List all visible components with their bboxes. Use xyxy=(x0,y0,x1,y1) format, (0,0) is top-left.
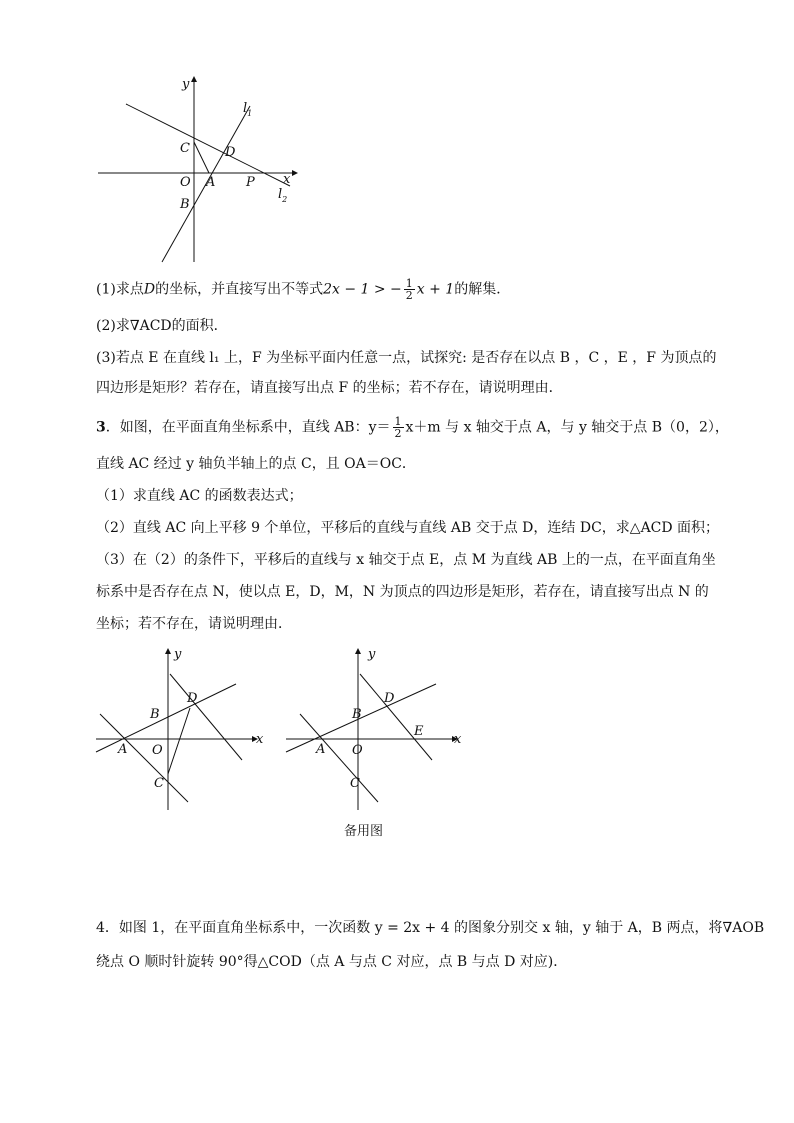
figure-2-diagram xyxy=(94,644,274,814)
line-l2 xyxy=(126,104,290,186)
q3-fraction-denominator: 2 xyxy=(394,427,402,440)
q2-fraction-numerator: 1 xyxy=(405,277,413,290)
point-a-label: A xyxy=(118,742,128,757)
point-p-label: P xyxy=(246,175,255,190)
x-axis-label: x xyxy=(454,732,462,747)
q2-part1-text-b: 的坐标，并直接写出不等式 xyxy=(155,281,324,298)
q2-part3-line2: 四边形是矩形？若存在，请直接写出点 F 的坐标；若不存在，请说明理由． xyxy=(96,380,563,396)
point-a-label: A xyxy=(316,742,326,757)
point-b-label: B xyxy=(352,707,362,722)
q3-part3-line3: 坐标；若不存在，请说明理由． xyxy=(96,616,292,632)
figure-1-diagram xyxy=(92,70,302,270)
q2-part1-point-d: D xyxy=(143,281,156,298)
line-ac xyxy=(300,714,378,802)
point-d-label: D xyxy=(225,145,236,160)
point-o-label: O xyxy=(352,743,363,758)
q2-part1 xyxy=(96,278,510,301)
q2-part2: (2)求∇ACD的面积． xyxy=(96,318,228,334)
label-l2: $l_2$ xyxy=(278,187,288,204)
y-axis-label: y xyxy=(182,77,190,92)
line-ac xyxy=(100,714,188,802)
q3-part2: （2）直线 AC 向上平移 9 个单位，平移后的直线与直线 AB 交于点 D，连结 DC，求△ACD 面积； xyxy=(96,520,720,536)
q3-fraction-numerator: 1 xyxy=(394,415,402,428)
point-c-label: C xyxy=(154,776,164,791)
segment-cd xyxy=(168,708,190,774)
q3-part1: （1）求直线 AC 的函数表达式； xyxy=(96,488,303,504)
point-o-label: O xyxy=(152,743,163,758)
q2-fraction-denominator: 2 xyxy=(405,289,413,302)
line-de xyxy=(360,674,432,760)
point-o-label: O xyxy=(180,175,191,190)
q3-intro-text-b: x＋m 与 x 轴交于点 A，与 y 轴交于点 B（0，2）， xyxy=(405,419,729,436)
q4-line1: 4．如图 1，在平面直角坐标系中，一次函数 y = 2x + 4 的图象分别交 x 轴，y 轴于 A，B 两点，将∇AOB xyxy=(96,920,765,936)
q3-number: 3 xyxy=(96,419,106,436)
q2-part3-line1: (3)若点 E 在直线 l₁ 上，F 为坐标平面内任意一点，试探究: 是否存在以点 B ，C ，E ，F 为顶点的 xyxy=(96,350,717,366)
q2-part1-text-c: 的解集． xyxy=(454,281,511,298)
y-axis-label: y xyxy=(174,647,182,662)
point-a-label: A xyxy=(206,175,216,190)
point-c-label: C xyxy=(350,776,360,791)
line-ab xyxy=(96,684,236,752)
x-axis-label: x xyxy=(256,732,264,747)
q3-intro xyxy=(96,416,729,439)
q2-part1-text-a: (1)求点 xyxy=(96,281,144,298)
point-b-label: B xyxy=(150,707,160,722)
point-b-label: B xyxy=(180,197,190,212)
q2-inequality-left: 2x − 1 > − xyxy=(323,281,402,298)
point-d-label: D xyxy=(187,691,198,706)
segment-ca xyxy=(194,142,209,173)
figure-caption: 备用图 xyxy=(344,824,384,839)
point-e-label: E xyxy=(414,724,424,739)
label-l1: $l_1$ xyxy=(243,101,253,118)
q3-part3-line2: 标系中是否存在点 N，使以点 E，D，M，N 为顶点的四边形是矩形，若存在，请直接写出点 N 的 xyxy=(96,584,709,600)
q3-fraction xyxy=(393,416,404,439)
line-de xyxy=(170,674,242,760)
q3-part3-line1: （3）在（2）的条件下，平移后的直线与 x 轴交于点 E，点 M 为直线 AB 上的一点，在平面直角坐 xyxy=(96,552,716,568)
q4-line2: 绕点 O 顺时针旋转 90°得△COD（点 A 与点 C 对应，点 B 与点 D 对应)． xyxy=(96,954,568,970)
y-axis-label: y xyxy=(368,647,376,662)
q2-inequality-right: x + 1 xyxy=(416,281,455,298)
point-d-label: D xyxy=(384,691,395,706)
q3-intro-text-a: ．如图，在平面直角坐标系中，直线 AB：y＝ xyxy=(105,419,391,436)
figure-3-diagram xyxy=(284,644,474,814)
x-axis-label: x xyxy=(283,172,291,187)
point-c-label: C xyxy=(180,141,190,156)
q2-fraction xyxy=(404,278,415,301)
q3-line2: 直线 AC 经过 y 轴负半轴上的点 C，且 OA＝OC． xyxy=(96,456,416,472)
